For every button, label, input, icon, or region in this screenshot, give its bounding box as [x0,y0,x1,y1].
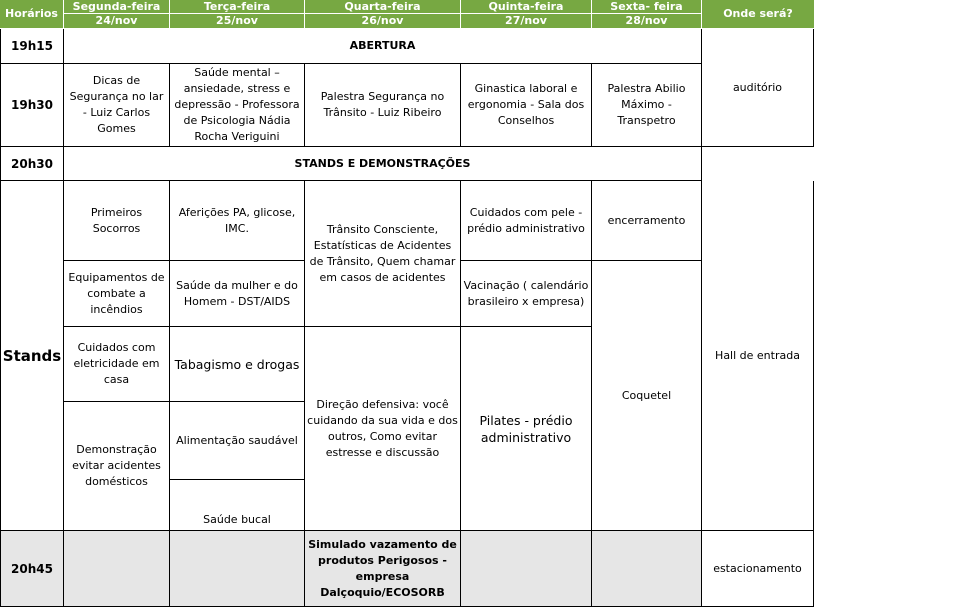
header-day-ter: Terça-feira [170,0,305,14]
stand-ter-1: Aferições PA, glicose, IMC. [170,181,305,261]
stand-ter-5: Saúde bucal [170,480,305,531]
stand-qua-1: Trânsito Consciente, Estatísticas de Acidentes de Trânsito, Quem chamar em casos de acidentes [305,181,461,327]
qua-1930-cell: Palestra Segurança no Trânsito - Luiz Ribeiro [305,64,461,147]
header-day-sex: Sexta- feira [592,0,702,14]
abertura-title: ABERTURA [64,29,702,64]
qui-2045-cell [461,531,592,607]
stands-label: Stands [0,181,64,531]
stand-ter-3: Tabagismo e drogas [170,327,305,402]
header-day-seg: Segunda-feira [64,0,170,14]
stand-seg-2: Equipamentos de combate a incêndios [64,261,170,327]
time-2045: 20h45 [0,531,64,607]
stand-sex-1: encerramento [592,181,702,261]
stand-qui-3: Pilates - prédio administrativo [461,327,592,531]
header-date-seg: 24/nov [64,14,170,29]
stand-seg-1: Primeiros Socorros [64,181,170,261]
sex-1930-cell: Palestra Abilio Máximo - Transpetro [592,64,702,147]
stand-ter-4: Alimentação saudável [170,402,305,480]
stand-seg-3: Cuidados com eletricidade em casa [64,327,170,402]
qua-2045-cell: Simulado vazamento de produtos Perigosos - empresa Dalçoquio/ECOSORB [305,531,461,607]
time-1930: 19h30 [0,64,64,147]
qui-1930-cell: Ginastica laboral e ergonomia - Sala dos Conselhos [461,64,592,147]
stand-qui-2: Vacinação ( calendário brasileiro x empresa) [461,261,592,327]
header-day-qui: Quinta-feira [461,0,592,14]
local-estacionamento: estacionamento [702,531,814,607]
stand-sex-2: Coquetel [592,261,702,531]
ter-1930-cell: Saúde mental – ansiedade, stress e depressão - Professora de Psicologia Nádia Rocha Veriguini [170,64,305,147]
time-2030: 20h30 [0,147,64,181]
sex-2045-cell [592,531,702,607]
seg-1930-cell: Dicas de Segurança no lar - Luiz Carlos Gomes [64,64,170,147]
stand-qua-2: Direção defensiva: você cuidando da sua vida e dos outros, Como evitar estresse e discussão [305,327,461,531]
header-date-qua: 26/nov [305,14,461,29]
local-auditorio: auditório [702,29,814,147]
stand-seg-4: Demonstração evitar acidentes domésticos [64,402,170,531]
stands-title: STANDS E DEMONSTRAÇÕES [64,147,702,181]
time-1915: 19h15 [0,29,64,64]
stand-qui-1: Cuidados com pele - prédio administrativo [461,181,592,261]
header-horarios: Horários [0,0,64,29]
local-hall: Hall de entrada [702,181,814,531]
seg-2045-cell [64,531,170,607]
header-date-sex: 28/nov [592,14,702,29]
stand-ter-2: Saúde da mulher e do Homem - DST/AIDS [170,261,305,327]
header-date-qui: 27/nov [461,14,592,29]
ter-2045-cell [170,531,305,607]
header-onde: Onde será? [702,0,814,29]
header-date-ter: 25/nov [170,14,305,29]
header-day-qua: Quarta-feira [305,0,461,14]
